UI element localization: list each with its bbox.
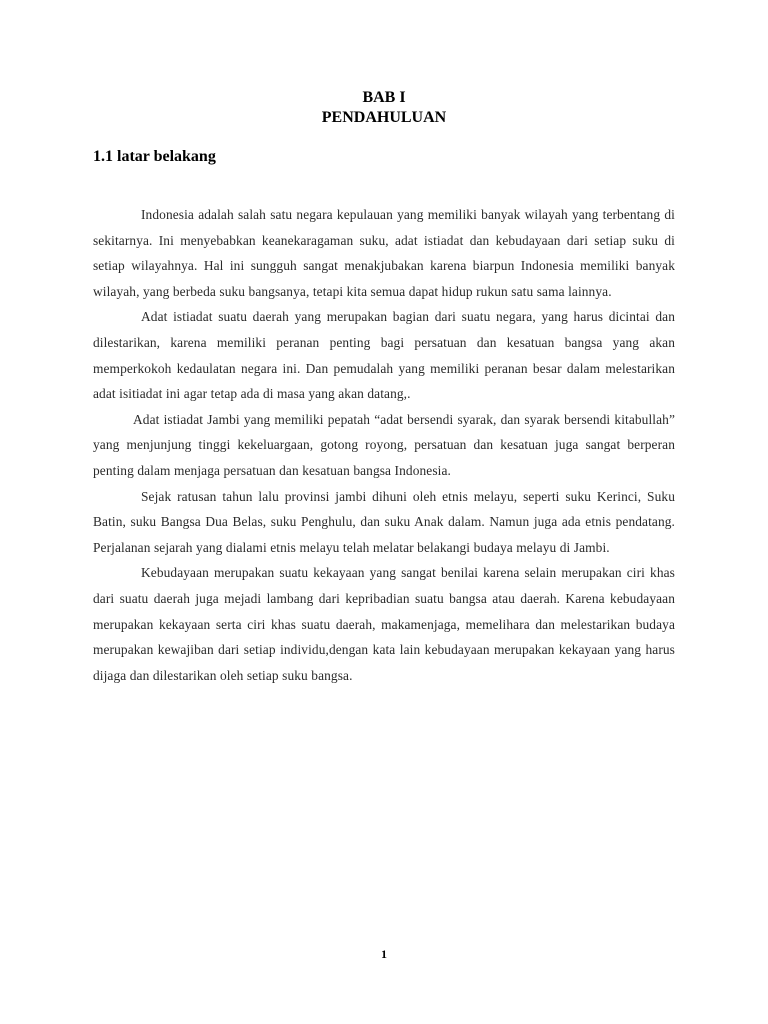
paragraph-5: Kebudayaan merupakan suatu kekayaan yang sangat benilai karena selain merupakan ciri khas dari suatu daerah juga mejadi lambang dari kepribadian suatu bangsa atau daerah. Karena kebudayaan merupakan kekayaan serta ciri khas suatu daerah, makamenjaga, memelihara dan melestarikan budaya merupakan kewajiban dari setiap individu,dengan kata lain kebudayaan merupakan kekayaan yang harus dijaga dan dilestarikan oleh setiap suku bangsa. (93, 565, 675, 683)
chapter-label: BAB I (362, 89, 406, 106)
section-title: 1.1 latar belakang (93, 148, 216, 165)
page-number: 1 (381, 947, 387, 961)
chapter-title: PENDAHULUAN (321, 109, 447, 126)
paragraph-2: Adat istiadat suatu daerah yang merupakan bagian dari suatu negara, yang harus dicintai dan dilestarikan, karena memiliki peranan penting bagi persatuan dan kesatuan bangsa yang akan memperkokoh kedaulatan negara ini. Dan pemudalah yang memiliki peranan besar dalam melestarikan adat isitiadat ini agar tetap ada di masa yang akan datang,. (93, 309, 675, 402)
paragraph-1: Indonesia adalah salah satu negara kepulauan yang memiliki banyak wilayah yang terbentang di sekitarnya. Ini menyebabkan keanekaragaman suku, adat istiadat dan kebudayaan dari setiap suku di setiap wilayahnya. Hal ini sungguh sangat menakjubakan karena biarpun Indonesia memiliki banyak wilayah, yang berbeda suku bangsanya, tetapi kita semua dapat hidup rukun satu sama lainnya. (93, 207, 675, 299)
paragraph-3: Adat istiadat Jambi yang memiliki pepatah “adat bersendi syarak, dan syarak bersendi kitabullah” yang menjunjung tinggi kekeluargaan, gotong royong, persatuan dan kesatuan juga sangat berperan penting dalam menjaga persatuan dan kesatuan bangsa Indonesia. (93, 411, 675, 478)
chapter-heading (0, 88, 768, 128)
paragraph-4: Sejak ratusan tahun lalu provinsi jambi dihuni oleh etnis melayu, seperti suku Kerinci, Suku Batin, suku Bangsa Dua Belas, suku Penghulu, dan suku Anak dalam. Namun juga ada etnis pendatang. Perjalanan sejarah yang dialami etnis melayu telah melatar belakangi budaya melayu di Jambi. (93, 488, 675, 555)
body-text (93, 202, 675, 688)
